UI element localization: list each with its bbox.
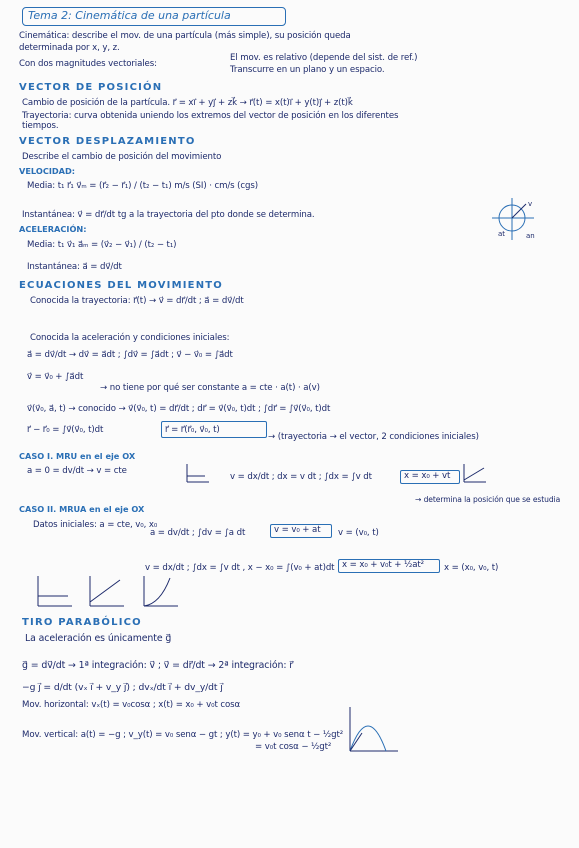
line-integraciones: g⃗ = dv⃗/dt → 1ª integración: v⃗ ; v⃗ = dr⃗/dt → 2ª integración: r⃗ [22, 660, 294, 671]
line-vel-media: Media: t₁ r⃗₁ v⃗ₘ = (r⃗₂ − r⃗₁) / (t₂ − t₁) m/s (SI) · cm/s (cgs) [27, 181, 259, 191]
line-aceleracion-conocida: Conocida la aceleración y condiciones iniciales: [30, 333, 230, 343]
line-mru-x: x = x₀ + vt [404, 471, 451, 481]
line-vertical-cont: = v₀t cosα − ½gt² [255, 742, 332, 752]
line-mrua-x: x = x₀ + v₀t + ½at² [342, 560, 425, 570]
line-v-v0: v⃗ = v⃗₀ + ∫a⃗dt [27, 372, 84, 382]
line-g-j: −g j⃗ = d/dt (vₓ i⃗ + v_y j⃗) ; dvₓ/dt i⃗ + dv_y/dt j⃗ [22, 682, 223, 693]
section-vector-posicion: VECTOR DE POSICIÓN [19, 82, 163, 93]
line-v-conocido: v⃗(v⃗₀, a⃗, t) → conocido → v⃗(v⃗₀, t) = dr⃗/dt ; dr⃗ = v⃗(v⃗₀, t)dt ; ∫dr⃗ = ∫v⃗(v⃗₀, t)dt [27, 404, 331, 414]
svg-text:v: v [528, 200, 533, 208]
line-acel-media: Media: t₁ v⃗₁ a⃗ₘ = (v⃗₂ − v⃗₁) / (t₂ − t₁) [27, 240, 177, 250]
subsection-aceleracion: ACELERACIÓN: [19, 224, 87, 234]
line-determinada: determinada por x, y, z. [19, 43, 120, 53]
motion-graph-icon [30, 574, 180, 614]
line-acel-instantanea: Instantánea: a⃗ = dv⃗/dt [27, 262, 122, 272]
page-title: Tema 2: Cinemática de una partícula [28, 9, 231, 22]
subsection-caso-1: CASO I. MRU en el eje OX [19, 451, 136, 461]
line-mrua-dx: v = dx/dt ; ∫dx = ∫v dt , x − x₀ = ∫(v₀ + at)dt [145, 563, 335, 573]
line-r-r0: r⃗ − r⃗₀ = ∫v⃗(v⃗₀, t)dt [27, 425, 104, 435]
svg-text:at: at [498, 230, 506, 238]
line-mrua-v-fn: v = (v₀, t) [338, 528, 379, 538]
line-trayectoria-conocida: Conocida la trayectoria: r⃗(t) → v⃗ = dr⃗/dt ; a⃗ = dv⃗/dt [30, 296, 244, 306]
line-aceleracion-g: La aceleración es únicamente g⃗ [25, 633, 172, 644]
line-mru-a: a = 0 = dv/dt → v = cte [27, 466, 127, 476]
line-mrua-v: v = v₀ + at [274, 525, 321, 535]
unit-vector-diagram-icon [484, 196, 544, 246]
line-cambio-posicion: Cambio de posición de la partícula. r⃗ = xi⃗ + yj⃗ + zk⃗ → r⃗(t) = x(t)i⃗ + y(t)j⃗ + z(t)k⃗ [22, 98, 353, 108]
line-mrua-a: a = dv/dt ; ∫dv = ∫a dt [150, 528, 246, 538]
line-tiempos: tiempos. [22, 121, 59, 131]
line-trayectoria: Trayectoria: curva obtenida uniendo los extremos del vector de posición en los diferentes [22, 111, 399, 121]
line-vel-instantanea: Instantánea: v⃗ = dr⃗/dt tg a la trayectoria del pto donde se determina. [22, 210, 315, 220]
section-ecuaciones: ECUACIONES DEL MOVIMIENTO [19, 280, 223, 291]
line-mov-vertical: Mov. vertical: a(t) = −g ; v_y(t) = v₀ senα − gt ; y(t) = y₀ + v₀ senα t − ½gt² [22, 730, 344, 740]
line-determina: → determina la posición que se estudia [415, 495, 561, 504]
line-r-result: r⃗ = r⃗(r⃗₀, v⃗₀, t) [165, 425, 220, 435]
motion-graph-icon [462, 462, 490, 486]
line-magnitudes: Con dos magnitudes vectoriales: [19, 59, 157, 69]
subsection-velocidad: VELOCIDAD: [19, 166, 76, 176]
line-integral-a: a⃗ = dv⃗/dt → dv⃗ = a⃗dt ; ∫dv⃗ = ∫a⃗dt ; v⃗ − v⃗₀ = ∫a⃗dt [27, 350, 233, 360]
section-vector-desplazamiento: VECTOR DESPLAZAMIENTO [19, 136, 196, 147]
motion-graph-icon [185, 462, 213, 486]
line-relativo: El mov. es relativo (depende del sist. de ref.) [230, 53, 418, 63]
line-trayectoria-cond: → (trayectoria → el vector, 2 condiciones iniciales) [268, 432, 479, 442]
line-mru-v: v = dx/dt ; dx = v dt ; ∫dx = ∫v dt [230, 472, 372, 482]
svg-text:an: an [526, 232, 535, 240]
line-mrua-x-fn: x = (x₀, v₀, t) [444, 563, 499, 573]
parabolic-trajectory-icon [340, 705, 400, 755]
section-tiro-parabolico: TIRO PARABÓLICO [22, 617, 142, 628]
line-cinematica: Cinemática: describe el mov. de una partícula (más simple), su posición queda [19, 31, 351, 41]
line-mov-horizontal: Mov. horizontal: vₓ(t) = v₀cosα ; x(t) = x₀ + v₀t cosα [22, 700, 241, 710]
line-no-constante: → no tiene por qué ser constante a = cte · a(t) · a(v) [100, 383, 320, 393]
line-plano: Transcurre en un plano y un espacio. [230, 65, 385, 75]
line-describe: Describe el cambio de posición del movimiento [22, 152, 222, 162]
line-datos-iniciales: Datos iniciales: a = cte, v₀, x₀ [33, 520, 158, 530]
subsection-caso-2: CASO II. MRUA en el eje OX [19, 504, 145, 514]
